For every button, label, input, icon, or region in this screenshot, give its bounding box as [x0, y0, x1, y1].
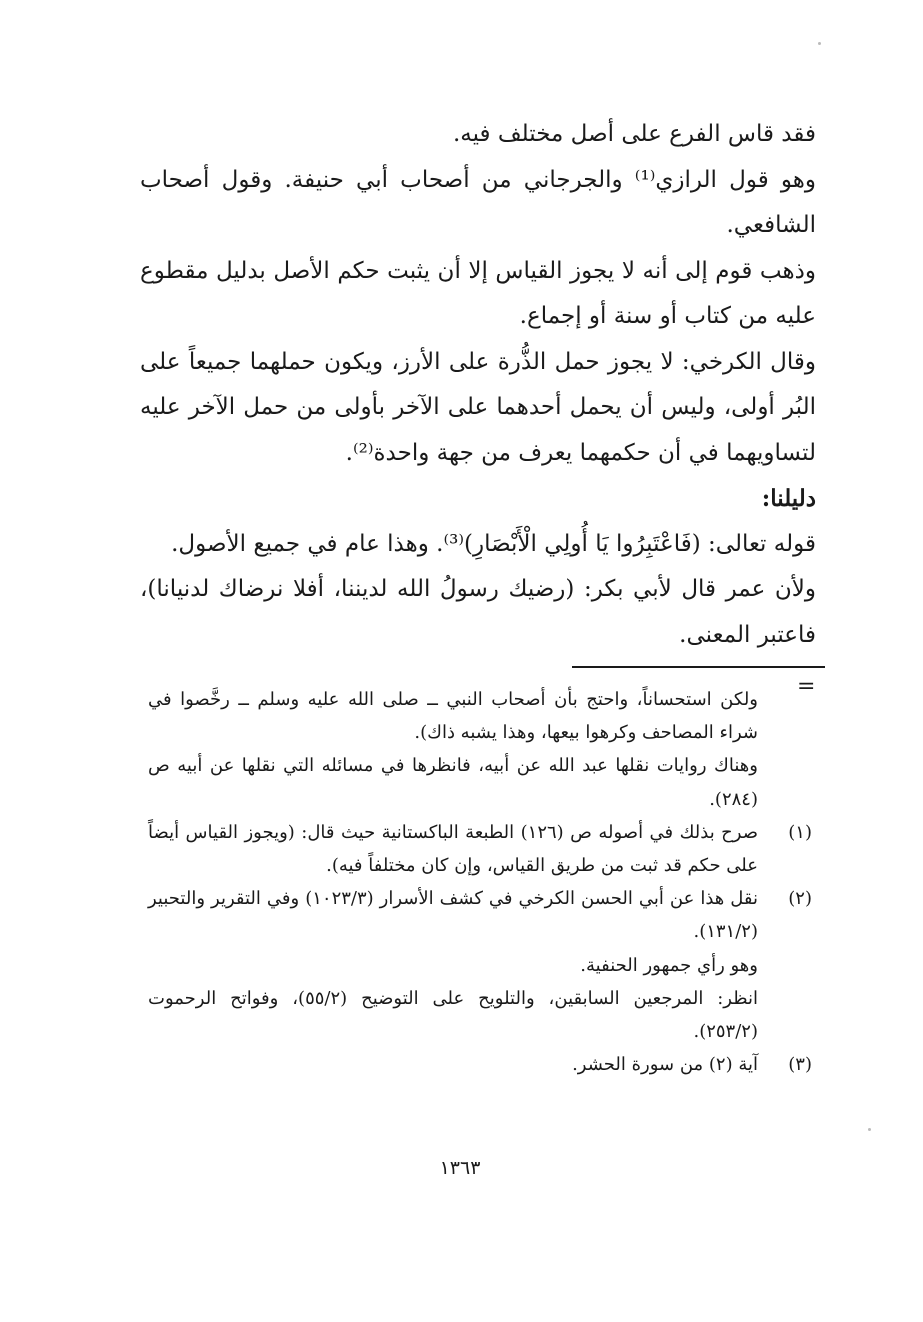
- footnote-continuation-mark: =: [797, 674, 816, 699]
- footnote-2: [148, 882, 812, 1048]
- footnote-continued-text-2: وهناك روايات نقلها عبد الله عن أبيه، فانظرها في مسائله التي نقلها عن أبيه ص (٢٨٤).: [148, 755, 758, 810]
- scan-speck: [818, 42, 821, 45]
- main-text: [140, 112, 816, 658]
- page-number: ١٣٦٣: [439, 1157, 481, 1179]
- paragraph-5: قوله تعالى: (فَاعْتَبِرُوا يَا أُولِي الْأَبْصَارِ)⁽³⁾. وهذا عام في جميع الأصول.: [171, 530, 816, 557]
- footnote-text-extra-1: وهو رأي جمهور الحنفية.: [580, 954, 758, 976]
- paragraph-4: وقال الكرخي: لا يجوز حمل الذُّرة على الأرز، ويكون حملهما جميعاً على البُر أولى، وليس أن يحمل أحدهما على الآخر بأولى من حمل الآخر عليه لتساويهما في أن حكمهما يعرف من جهة واحدة⁽²⁾.: [140, 348, 816, 466]
- footnote-continued-text-1: ولكن استحساناً، واحتج بأن أصحاب النبي ــ صلى الله عليه وسلم ــ رخَّصوا في شراء المصاحف وكرهوا بيعها، وهذا يشبه ذاك).: [148, 689, 758, 744]
- footnote-separator: [572, 666, 825, 668]
- footnote-3: [148, 1048, 812, 1081]
- footnotes: [148, 683, 812, 1081]
- footnote-text-extra-2: انظر: المرجعين السابقين، والتلويح على التوضيح (٥٥/٢)، وفواتح الرحموت (٢٥٣/٢).: [148, 987, 758, 1043]
- footnote-text: آية (٢) من سورة الحشر.: [572, 1054, 758, 1076]
- paragraph-6: ولأن عمر قال لأبي بكر: (رضيك رسولُ الله لديننا، أفلا نرضاك لدنيانا)، فاعتبر المعنى.: [140, 576, 816, 648]
- footnote-continued: [148, 683, 812, 816]
- paragraph-2: وهو قول الرازي⁽¹⁾ والجرجاني من أصحاب أبي حنيفة. وقول أصحاب الشافعي.: [140, 166, 816, 238]
- scan-speck: [868, 1128, 871, 1131]
- paragraph-1: فقد قاس الفرع على أصل مختلف فيه.: [452, 121, 816, 147]
- paragraph-3: وذهب قوم إلى أنه لا يجوز القياس إلا أن يثبت حكم الأصل بدليل مقطوع عليه من كتاب أو سنة أو إجماع.: [140, 257, 816, 329]
- footnote-number: (٣): [788, 1054, 812, 1076]
- footnote-number: (٢): [788, 888, 812, 910]
- section-heading: دليلنا:: [761, 485, 816, 512]
- footnote-1: [148, 816, 812, 882]
- footnote-number: (١): [788, 821, 812, 843]
- footnote-text: نقل هذا عن أبي الحسن الكرخي في كشف الأسرار (١٠٢٣/٣) وفي التقرير والتحبير (١٣١/٢).: [148, 888, 759, 943]
- footnote-text: صرح بذلك في أصوله ص (١٢٦) الطبعة الباكستانية حيث قال: (ويجوز القياس أيضاً على حكم قد ثبت من طريق القياس، وإن كان مختلفاً فيه).: [148, 821, 759, 877]
